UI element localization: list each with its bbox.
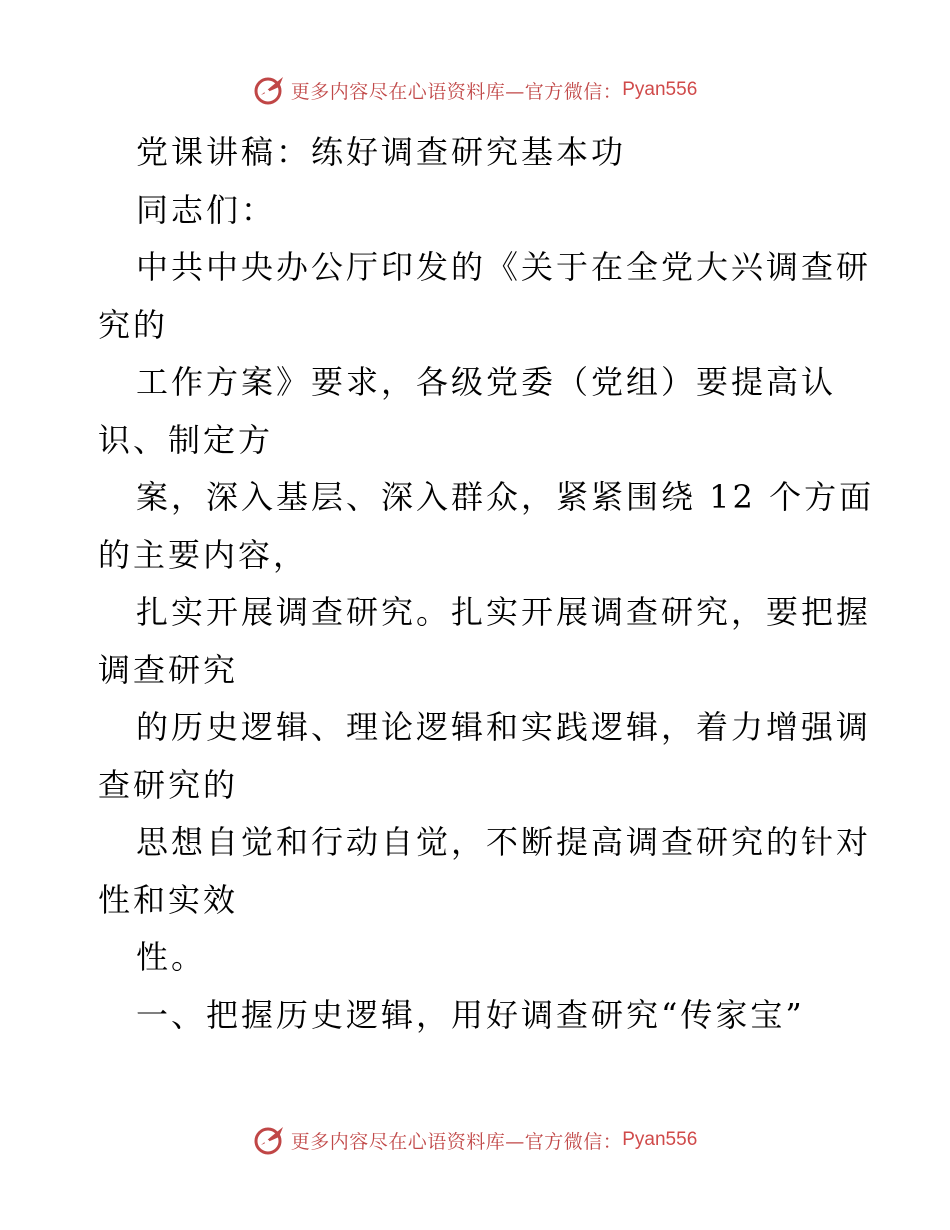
- text-line: 扎实开展调查研究。扎实开展调查研究，要把握: [136, 593, 872, 631]
- text-line: 究的: [98, 305, 169, 344]
- wechat-account: Pyan556: [622, 1129, 698, 1150]
- banner-text: 更多内容尽在心语资料库—官方微信：: [290, 1130, 623, 1153]
- text-line: 识、制定方: [98, 420, 274, 459]
- banner-text: 更多内容尽在心语资料库—官方微信：: [290, 80, 623, 103]
- text-line: 思想自觉和行动自觉，不断提高调查研究的针对: [136, 823, 872, 861]
- quill-logo-icon: [253, 1123, 287, 1157]
- text-line: 案，深入基层、深入群众，紧紧围绕 12 个方面: [136, 478, 875, 516]
- document-title: 党课讲稿：练好调查研究基本功: [136, 133, 627, 171]
- text-line: 工作方案》要求，各级党委（党组）要提高认: [136, 363, 837, 401]
- text-line: 查研究的: [98, 765, 239, 804]
- footer-banner: [0, 1120, 950, 1160]
- text-line: 的历史逻辑、理论逻辑和实践逻辑，着力增强调: [136, 708, 872, 746]
- section-heading: 一、把握历史逻辑，用好调查研究“传家宝”: [136, 995, 805, 1034]
- document-body: [98, 124, 875, 1044]
- text-line: 性。: [136, 938, 207, 976]
- text-line: 中共中央办公厅印发的《关于在全党大兴调查研: [136, 248, 872, 286]
- text-line: 性和实效: [98, 880, 239, 919]
- text-line: 同志们：: [136, 190, 277, 229]
- wechat-account: Pyan556: [622, 79, 698, 100]
- text-line: 的主要内容，: [98, 535, 309, 574]
- quill-logo-icon: [253, 73, 287, 107]
- header-banner: [0, 70, 950, 110]
- text-line: 调查研究: [98, 650, 239, 689]
